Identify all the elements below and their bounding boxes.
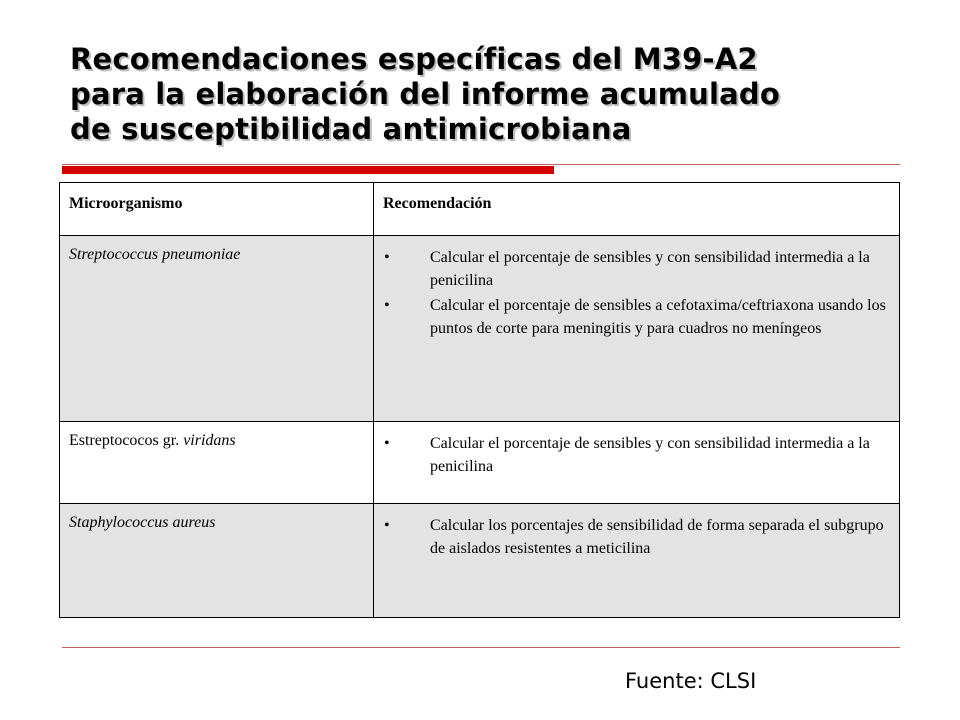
- footer-divider: [62, 647, 900, 648]
- source-caption: Fuente: CLSI: [625, 669, 757, 693]
- recommendation-item: • Calcular el porcentaje de sensibles y con sensibilidad intermedia a la penicilina: [384, 432, 887, 478]
- table-row: [60, 422, 900, 504]
- table-row: [60, 236, 900, 422]
- recommendation-item: • Calcular el porcentaje de sensibles a cefotaxima/ceftriaxona usando los puntos de corte para meningitis y para cuadros no meníngeos: [384, 294, 887, 340]
- table-row: [60, 504, 900, 618]
- recommendations-table: [59, 182, 900, 618]
- bullet-icon: •: [384, 435, 390, 452]
- slide-title: [70, 42, 910, 147]
- title-divider-thin: [62, 164, 900, 165]
- organism-name: Estreptococos gr. viridans: [69, 432, 236, 449]
- recommendation-item: • Calcular los porcentajes de sensibilidad de forma separada el subgrupo de aislados resistentes a meticilina: [384, 514, 887, 560]
- title-line-2: para la elaboración del informe acumulado: [70, 77, 780, 111]
- recommendation-cell: [374, 236, 900, 422]
- organism-cell: [60, 422, 374, 504]
- recommendation-cell: [374, 422, 900, 504]
- table-header-row: [60, 183, 900, 236]
- recommendation-cell: [374, 504, 900, 618]
- organism-cell: [60, 236, 374, 422]
- header-microorganism: Microorganismo: [60, 183, 374, 236]
- title-divider-red: [62, 166, 554, 174]
- organism-name: Streptococcus pneumoniae: [69, 246, 241, 263]
- bullet-icon: •: [384, 297, 390, 314]
- organism-name: Staphylococcus aureus: [69, 514, 216, 531]
- title-line-3: de susceptibilidad antimicrobiana: [70, 112, 632, 146]
- organism-cell: [60, 504, 374, 618]
- header-recommendation: Recomendación: [374, 183, 900, 236]
- recommendation-item: • Calcular el porcentaje de sensibles y con sensibilidad intermedia a la penicilina: [384, 246, 887, 292]
- bullet-icon: •: [384, 517, 390, 534]
- bullet-icon: •: [384, 249, 390, 266]
- title-line-1: Recomendaciones específicas del M39-A2: [70, 42, 758, 76]
